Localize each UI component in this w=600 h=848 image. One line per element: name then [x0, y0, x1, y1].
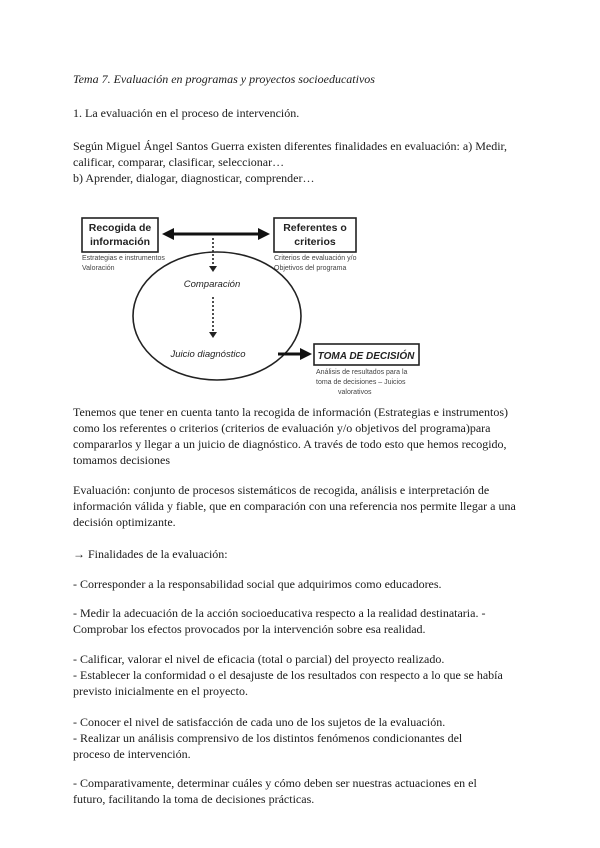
purpose-item [73, 775, 533, 807]
purpose-line: - Conocer el nivel de satisfacción de cada uno de los sujetos de la evaluación. [73, 715, 446, 729]
purpose-line: proceso de intervención. [73, 747, 191, 761]
toma-subtext: toma de decisiones – Juicios [316, 379, 406, 386]
purpose-item [73, 576, 533, 592]
paragraph-line: tomamos decisiones [73, 453, 170, 467]
paragraph-line: información válida y fiable, que en comparación con una referencia nos permite llegar a una [73, 499, 516, 513]
paragraph-line: Tenemos que tener en cuenta tanto la recogida de información (Estrategias e instrumentos) [73, 405, 508, 419]
arrow-head-down-icon [209, 332, 217, 338]
recogida-subtext: Valoración [82, 265, 115, 272]
purpose-line: futuro, facilitando la toma de decisiones prácticas. [73, 792, 315, 806]
arrow-head-right-icon [258, 228, 270, 240]
intro-line: calificar, comparar, clasificar, seleccionar… [73, 155, 285, 169]
toma-subtext: valorativos [338, 389, 372, 396]
box-recogida-label: Recogida de [88, 222, 152, 234]
arrow-head-left-icon [162, 228, 174, 240]
toma-subtext: Análisis de resultados para la [316, 369, 408, 376]
paragraph-line: Evaluación: conjunto de procesos sistemáticos de recogida, análisis e interpretación de [73, 483, 490, 497]
referentes-subtext: Objetivos del programa [274, 265, 347, 272]
box-toma-decision-label: TOMA DE DECISIÓN [317, 351, 415, 362]
purpose-line: - Corresponder a la responsabilidad social que adquirimos como educadores. [73, 577, 442, 591]
intro-paragraph [73, 138, 543, 186]
juicio-label: Juicio diagnóstico [170, 349, 246, 360]
purpose-line: - Calificar, valorar el nivel de eficacia (total o parcial) del proyecto realizado. [73, 652, 445, 666]
purpose-item [73, 714, 533, 762]
paragraph-line: decisión optimizante. [73, 515, 176, 529]
evaluation-process-diagram [80, 214, 430, 404]
purpose-line: - Medir la adecuación de la acción socioeducativa respecto a la realidad destinataria. - [73, 606, 486, 620]
box-recogida-label: información [89, 236, 151, 248]
purpose-line: - Comparativamente, determinar cuáles y cómo deben ser nuestras actuaciones en el [73, 776, 477, 790]
purpose-line: previsto inicialmente en el proyecto. [73, 684, 248, 698]
purpose-line: - Establecer la conformidad o el desajuste de los resultados con respecto a lo que se había [73, 668, 503, 682]
arrow-head-right-icon [300, 348, 312, 360]
after-diagram-paragraph [73, 404, 543, 468]
comparacion-label: Comparación [183, 279, 241, 290]
purpose-item [73, 605, 533, 637]
paragraph-line: como los referentes o criterios (criterios de evaluación y/o objetivos del programa)para [73, 421, 491, 435]
arrow-head-down-icon [209, 266, 217, 272]
box-referentes-label: criterios [294, 236, 336, 248]
process-ellipse [133, 252, 301, 380]
intro-line: b) Aprender, dialogar, diagnosticar, comprender… [73, 171, 315, 185]
section-heading: 1. La evaluación en el proceso de intervención. [73, 106, 300, 120]
definition-paragraph [73, 482, 543, 530]
box-referentes-label: Referentes o [283, 222, 347, 234]
referentes-subtext: Criterios de evaluación y/o [274, 255, 357, 262]
paragraph-line: compararlos y llegar a un juicio de diagnóstico. A través de todo esto que hemos recogido, [73, 437, 507, 451]
document-title: Tema 7. Evaluación en programas y proyectos socioeducativos [73, 72, 375, 86]
purpose-line: - Realizar un análisis comprensivo de los distintos fenómenos condicionantes del [73, 731, 463, 745]
purposes-heading: → Finalidades de la evaluación: [73, 547, 228, 561]
purpose-item [73, 651, 533, 699]
recogida-subtext: Estrategias e instrumentos [82, 255, 165, 262]
intro-line: Según Miguel Ángel Santos Guerra existen diferentes finalidades en evaluación: a) Medir, [73, 139, 508, 153]
purpose-line: Comprobar los efectos provocados por la intervención sobre esa realidad. [73, 622, 426, 636]
